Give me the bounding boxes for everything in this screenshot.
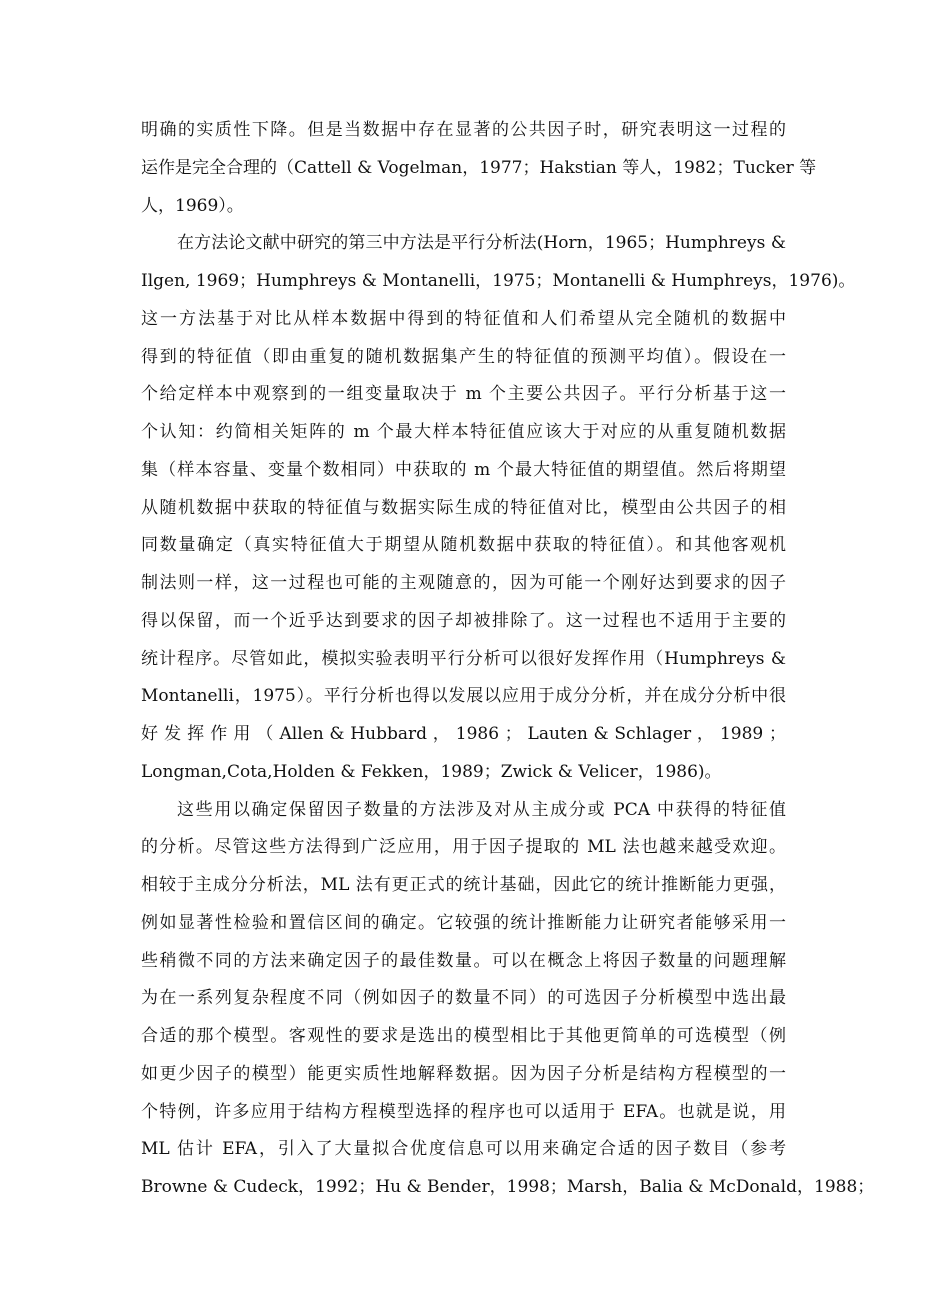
text-line: 相较于主成分分析法，ML 法有更正式的统计基础，因此它的统计推断能力更强， — [141, 875, 786, 895]
text-line: 的分析。尽管这些方法得到广泛应用，用于因子提取的 ML 法也越来越受欢迎。 — [141, 837, 786, 858]
text-line: 制法则一样，这一过程也可能的主观随意的，因为可能一个刚好达到要求的因子 — [141, 573, 786, 593]
text-line: 同数量确定（真实特征值大于期望从随机数据中获取的特征值）。和其他客观机 — [141, 535, 786, 556]
text-line: 集（样本容量、变量个数相同）中获取的 m 个最大特征值的期望值。然后将期望 — [141, 459, 786, 480]
text-line: 合适的那个模型。客观性的要求是选出的模型相比于其他更简单的可选模型（例 — [141, 1026, 786, 1046]
text-line: Longman,Cota,Holden & Fekken，1989；Zwick & Velicer，1986)。 — [141, 761, 722, 782]
text-line: 从随机数据中获取的特征值与数据实际生成的特征值对比，模型由公共因子的相 — [141, 497, 786, 518]
text-line: Montanelli，1975）。平行分析也得以发展以应用于成分分析，并在成分分析中很 — [141, 686, 786, 707]
text-line: 得以保留，而一个近乎达到要求的因子却被排除了。这一过程也不适用于主要的 — [141, 610, 786, 631]
text-line: 如更少因子的模型）能更实质性地解释数据。因为因子分析是结构方程模型的一 — [141, 1063, 786, 1084]
text-line: 个特例，许多应用于结构方程模型选择的程序也可以适用于 EFA。也就是说，用 — [141, 1101, 786, 1122]
text-line: 统计程序。尽管如此，模拟实验表明平行分析可以很好发挥作用（Humphreys & — [141, 648, 786, 669]
text-line: 些稍微不同的方法来确定因子的最佳数量。可以在概念上将因子数量的问题理解 — [141, 950, 786, 971]
paragraph-1 — [141, 112, 817, 225]
text-line: 这些用以确定保留因子数量的方法涉及对从主成分或 PCA 中获得的特征值 — [177, 799, 786, 820]
text-line: 得到的特征值（即由重复的随机数据集产生的特征值的预测平均值）。假设在一 — [141, 346, 786, 367]
text-line: 为在一系列复杂程度不同（例如因子的数量不同）的可选因子分析模型中选出最 — [141, 988, 786, 1009]
text-line: ML 估计 EFA，引入了大量拟合优度信息可以用来确定合适的因子数目（参考 — [141, 1139, 786, 1160]
text-line: 例如显著性检验和置信区间的确定。它较强的统计推断能力让研究者能够采用一 — [141, 912, 786, 933]
text-line: 运作是完全合理的（Cattell & Vogelman，1977；Hakstian 等人，1982；Tucker 等 — [141, 157, 817, 178]
text-line: Ilgen, 1969；Humphreys & Montanelli，1975；Montanelli & Humphreys，1976)。 — [141, 271, 856, 291]
text-line: 好 发 挥 作 用 （ Allen & Hubbard ， 1986 ； Lauten & Schlager ， 1989 ； — [141, 724, 786, 744]
body-text — [141, 112, 875, 1207]
text-line: Browne & Cudeck，1992；Hu & Bender，1998；Marsh，Balia & McDonald，1988； — [141, 1177, 875, 1197]
text-line: 在方法论文献中研究的第三中方法是平行分析法(Horn，1965；Humphreys & — [177, 233, 786, 254]
text-line: 个给定样本中观察到的一组变量取决于 m 个主要公共因子。平行分析基于这一 — [141, 384, 786, 405]
text-line: 人，1969）。 — [141, 195, 244, 216]
paragraph-3 — [141, 792, 875, 1207]
text-line: 个认知：约简相关矩阵的 m 个最大样本特征值应该大于对应的从重复随机数据 — [141, 422, 786, 442]
text-line: 这一方法基于对比从样本数据中得到的特征值和人们希望从完全随机的数据中 — [141, 308, 786, 329]
text-line: 明确的实质性下降。但是当数据中存在显著的公共因子时，研究表明这一过程的 — [141, 120, 786, 140]
paragraph-2 — [141, 225, 856, 791]
